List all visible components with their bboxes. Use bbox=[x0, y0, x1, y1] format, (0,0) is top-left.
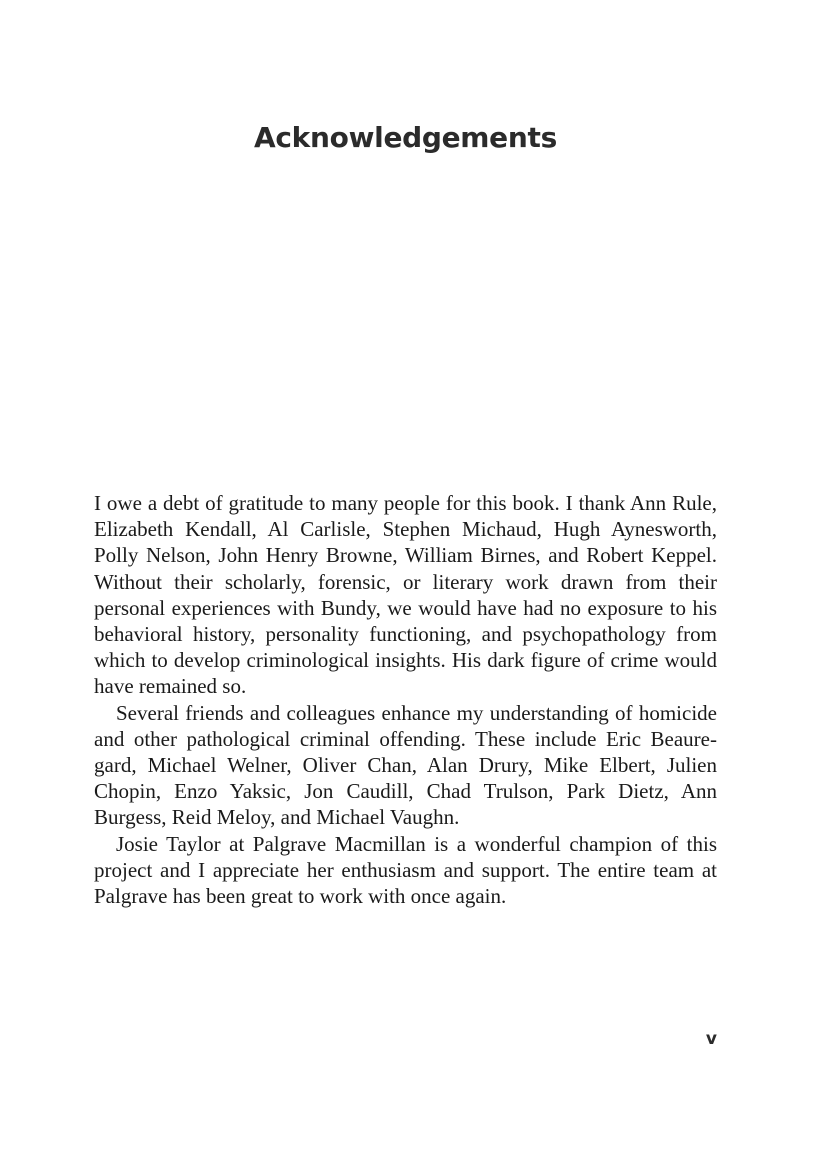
paragraph-3: Josie Taylor at Palgrave Macmillan is a wonderful champion of this project and I appreciate her enthusiasm and support. The entire team at Palgrave has been great to work with once again. bbox=[94, 831, 717, 909]
acknowledgements-body bbox=[94, 490, 717, 909]
page-title: Acknowledgements bbox=[254, 121, 557, 154]
paragraph-2: Several friends and colleagues enhance my understanding of homicide and other pathological criminal offending. These include Eric Beauregard, Michael Welner, Oliver Chan, Alan Drury, Mike Elbert, Julien Chopin, Enzo Yaksic, Jon Caudill, Chad Trulson, Park Dietz, Ann Burgess, Reid Meloy, and Michael Vaughn. bbox=[94, 700, 717, 830]
page-number: v bbox=[705, 1029, 717, 1049]
paragraph-1: I owe a debt of gratitude to many people for this book. I thank Ann Rule, Elizabeth Kendall, Al Carlisle, Stephen Michaud, Hugh Aynesworth, Polly Nelson, John Henry Browne, William Birnes, and Robert Keppel. Without their scholarly, forensic, or literary work drawn from their personal experiences with Bundy, we would have had no exposure to his behavioral history, personality functioning, and psychopathology from which to develop criminological insights. His dark figure of crime would have remained so. bbox=[94, 491, 717, 699]
